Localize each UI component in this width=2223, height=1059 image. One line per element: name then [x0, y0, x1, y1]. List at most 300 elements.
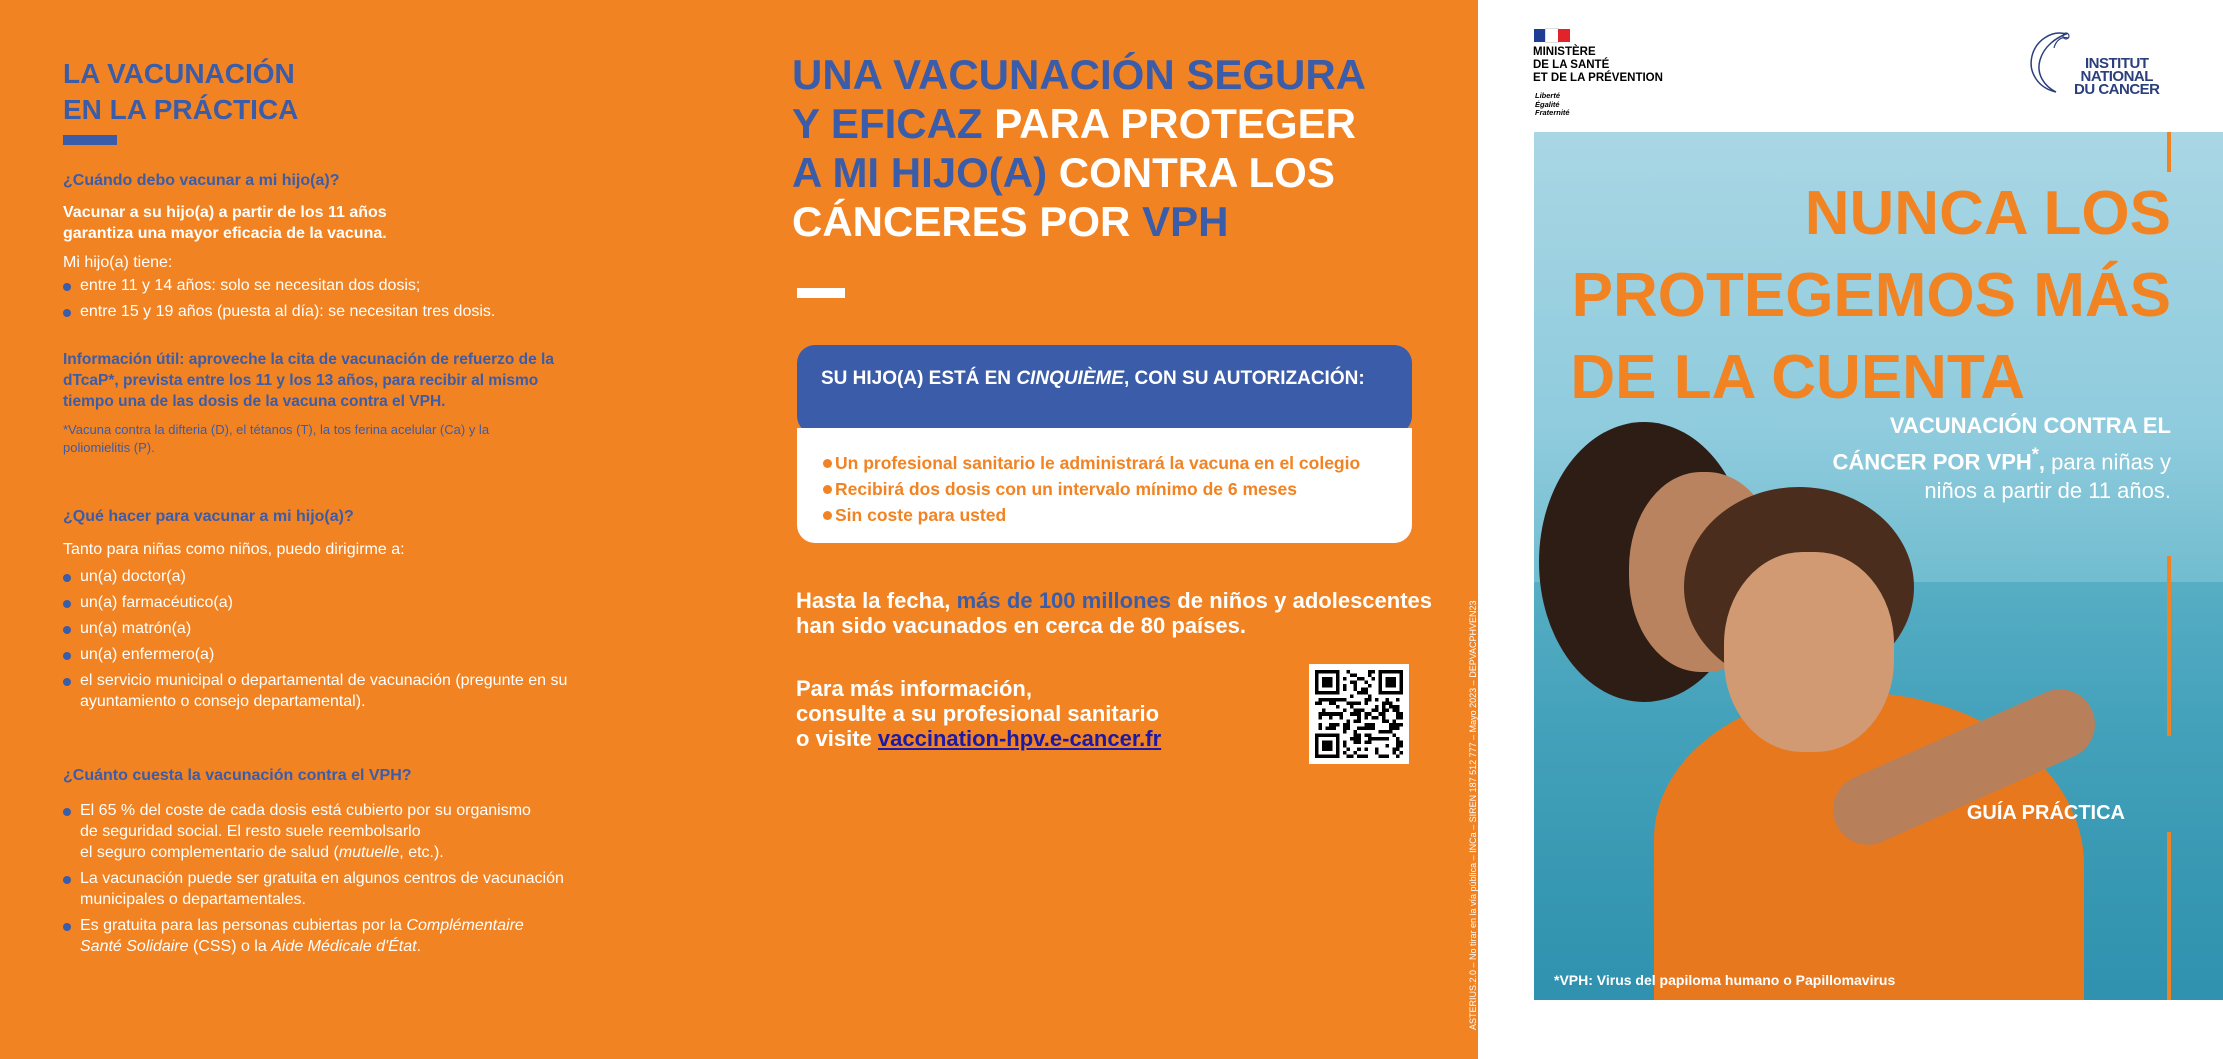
text-line: Vacunar a su hijo(a) a partir de los 11 años [63, 204, 387, 221]
stat-text: Hasta la fecha, [796, 588, 957, 613]
qr-module [1382, 709, 1386, 713]
qr-module [1375, 705, 1379, 709]
qr-module [1396, 709, 1400, 713]
qr-module [1392, 747, 1396, 751]
authorization-card-body [797, 428, 1412, 543]
qr-module [1319, 698, 1323, 702]
list-item [63, 915, 648, 957]
qr-module [1396, 747, 1400, 751]
qr-module [1399, 740, 1403, 744]
list-item [63, 670, 648, 712]
qr-module [1357, 740, 1361, 744]
qr-module [1357, 712, 1361, 716]
qr-module [1350, 702, 1354, 706]
motto-line: Liberté [1535, 91, 1561, 100]
qr-module [1336, 712, 1340, 716]
list-item-text: , etc.). [399, 844, 444, 861]
card-header-text: SU HIJO(A) ESTÁ EN [821, 368, 1017, 389]
useful-info [63, 349, 623, 412]
qr-module [1368, 684, 1372, 688]
qr-module [1315, 702, 1319, 706]
qr-module [1389, 726, 1393, 730]
qr-module [1347, 723, 1351, 727]
legal-vertical-text: ASTERIUS.2.0 – No tirar en la vía pública – INCa – SIREN 187 512 777 – Mayo 2023 – DEPVACPHVEN23 [1468, 600, 1478, 1030]
qr-module [1368, 695, 1372, 699]
qr-module [1368, 698, 1372, 702]
qr-module [1396, 705, 1400, 709]
qr-module [1361, 726, 1365, 730]
text-line: garantiza una mayor eficacia de la vacuna. [63, 225, 387, 242]
slogan-line: DE LA CUENTA [1570, 343, 2025, 412]
qr-module [1399, 751, 1403, 755]
qr-module [1350, 705, 1354, 709]
qr-module [1371, 723, 1375, 727]
italic-term: mutuelle [338, 844, 400, 861]
qr-module [1336, 723, 1340, 727]
qr-module [1399, 723, 1403, 727]
list-item [63, 592, 648, 613]
qr-module [1392, 733, 1396, 737]
list-item-text: entre 11 y 14 años: solo se necesitan dos dosis; [80, 277, 421, 294]
qr-module [1396, 698, 1400, 702]
qr-module [1347, 702, 1351, 706]
qr-module [1368, 712, 1372, 716]
qr-module [1354, 719, 1358, 723]
qr-module [1396, 740, 1400, 744]
qr-module [1368, 733, 1372, 737]
bullet-dot-icon [823, 459, 832, 468]
french-flag-icon [1534, 29, 1570, 42]
qr-module [1343, 677, 1347, 681]
qr-module [1347, 670, 1351, 674]
inca-line: DU CANCER [2074, 81, 2160, 98]
subtitle-bold: VACUNACIÓN CONTRA EL [1889, 413, 2171, 438]
answer-when-intro: Mi hijo(a) tiene: [63, 254, 173, 271]
qr-module [1364, 740, 1368, 744]
list-item-text: un(a) doctor(a) [80, 568, 186, 585]
middle-title-segment: UNA VACUNACIÓN SEGURA [792, 51, 1367, 98]
qr-module [1375, 709, 1379, 713]
middle-title-line [792, 197, 1366, 246]
list-item-text: Es gratuita para las personas cubiertas por la [80, 917, 407, 934]
qr-module [1347, 726, 1351, 730]
italic-term: Santé Solidaire [80, 938, 189, 955]
inca-emblem-icon [2022, 28, 2078, 98]
qr-module [1319, 716, 1323, 720]
qr-module [1357, 691, 1361, 695]
qr-module [1347, 754, 1351, 758]
qr-module [1322, 709, 1326, 713]
qr-module [1357, 702, 1361, 706]
qr-module [1378, 712, 1382, 716]
list-item [63, 566, 648, 587]
qr-module [1396, 744, 1400, 748]
qr-module [1368, 723, 1372, 727]
text-line: consulte a su profesional sanitario [796, 701, 1160, 726]
ministry-logo-text [1533, 46, 1663, 85]
qr-module [1357, 754, 1361, 758]
text-line: Para más información, [796, 676, 1032, 701]
qr-module [1357, 719, 1361, 723]
left-title [63, 56, 298, 128]
qr-module [1357, 726, 1361, 730]
qr-module [1364, 747, 1368, 751]
text-line: *Vacuna contra la difteria (D), el tétanos (T), la tos ferina acelular (Ca) y la [63, 422, 490, 437]
qr-module [1357, 716, 1361, 720]
authorization-card-header [797, 345, 1412, 434]
qr-module [1382, 705, 1386, 709]
qr-module [1354, 730, 1358, 734]
qr-module [1392, 719, 1396, 723]
qr-module [1329, 702, 1333, 706]
qr-module [1375, 716, 1379, 720]
flag-stripe [1534, 29, 1546, 42]
qr-module [1333, 698, 1337, 702]
qr-module [1364, 754, 1368, 758]
list-item-text: el seguro complementario de salud ( [80, 844, 339, 861]
qr-module [1385, 698, 1389, 702]
list-item-text: de seguridad social. El resto suele reembolsarlo [80, 823, 421, 840]
dose-list [63, 275, 648, 327]
vaccination-statistic [796, 588, 1432, 638]
qr-module [1396, 723, 1400, 727]
list-item [63, 800, 648, 863]
left-title-line: EN LA PRÁCTICA [63, 94, 299, 125]
qr-module [1378, 754, 1382, 758]
qr-module [1329, 698, 1333, 702]
slogan-line: NUNCA LOS [1804, 179, 2171, 248]
qr-module [1350, 754, 1354, 758]
subtitle-bold: CÁNCER POR VPH [1832, 449, 2032, 475]
motto-line: Égalité [1535, 99, 1560, 109]
qr-module [1350, 737, 1354, 741]
bullet-dot-icon [63, 626, 71, 634]
vph-footnote: *VPH: Virus del papiloma humano o Papillomavirus [1554, 972, 1896, 988]
qr-module [1371, 670, 1375, 674]
bullet-dot-icon [63, 876, 71, 884]
list-item-text: Recibirá dos dosis con un intervalo mínimo de 6 meses [835, 479, 1297, 499]
qr-module [1343, 684, 1347, 688]
qr-module [1354, 737, 1358, 741]
question-what-to-do: ¿Qué hacer para vacunar a mi hijo(a)? [63, 508, 354, 525]
stat-text: de niños y adolescentes han sido vacunados en cerca de 80 países. [796, 588, 1433, 638]
qr-module [1326, 712, 1330, 716]
qr-module [1399, 712, 1403, 716]
middle-title-segment: CÁNCERES POR [792, 198, 1143, 245]
qr-module [1396, 716, 1400, 720]
qr-module [1399, 744, 1403, 748]
qr-module [1357, 737, 1361, 741]
qr-module [1354, 733, 1358, 737]
text-line: Información útil: aproveche la cita de vacunación de refuerzo de la [63, 351, 554, 368]
qr-module [1357, 677, 1361, 681]
middle-title [792, 50, 1366, 246]
qr-module [1364, 723, 1368, 727]
qr-module [1350, 695, 1354, 699]
qr-module [1354, 740, 1358, 744]
qr-module [1343, 744, 1347, 748]
qr-module [1385, 719, 1389, 723]
middle-title-bar [797, 288, 845, 298]
card-header-text: , CON SU AUTORIZACIÓN: [1124, 368, 1365, 389]
qr-module [1329, 712, 1333, 716]
qr-module [1350, 712, 1354, 716]
accent-bar [2167, 556, 2171, 736]
website-link[interactable]: vaccination-hpv.e-cancer.fr [877, 726, 1162, 751]
qr-module [1354, 681, 1358, 685]
qr-module [1329, 726, 1333, 730]
qr-module [1378, 737, 1382, 741]
qr-module [1357, 733, 1361, 737]
list-item-text: un(a) matrón(a) [80, 620, 192, 637]
qr-module [1364, 681, 1368, 685]
ministry-line: MINISTÈRE [1533, 46, 1596, 58]
qr-module [1354, 688, 1358, 692]
qr-module [1371, 737, 1375, 741]
list-item-text: un(a) farmacéutico(a) [80, 594, 233, 611]
middle-title-segment: PARA PROTEGER [994, 100, 1356, 147]
middle-title-segment: A MI HIJO(A) [792, 149, 1059, 196]
bullet-dot-icon [63, 808, 71, 816]
qr-module [1340, 716, 1344, 720]
qr-module [1319, 712, 1323, 716]
qr-module [1392, 709, 1396, 713]
list-item-text: . [416, 938, 422, 955]
inca-line: NATIONAL [2080, 68, 2153, 85]
list-item [823, 450, 1386, 476]
qr-module [1361, 691, 1365, 695]
qr-module [1385, 754, 1389, 758]
qr-module [1343, 730, 1347, 734]
answer-intro: Tanto para niñas como niños, puedo dirigirme a: [63, 541, 405, 558]
qr-module [1354, 674, 1358, 678]
middle-title-segment: CONTRA LOS [1058, 149, 1335, 196]
qr-module [1368, 737, 1372, 741]
qr-module [1364, 698, 1368, 702]
qr-module [1396, 737, 1400, 741]
qr-module [1392, 705, 1396, 709]
qr-module [1375, 737, 1379, 741]
qr-module [1389, 702, 1393, 706]
list-item-text: un(a) enfermero(a) [80, 646, 215, 663]
provider-list [63, 566, 648, 717]
qr-module [1343, 740, 1347, 744]
qr-module [1375, 751, 1379, 755]
qr-module [1354, 751, 1358, 755]
slogan [1570, 173, 2171, 419]
qr-module [1329, 723, 1333, 727]
qr-module [1347, 719, 1351, 723]
qr-module [1333, 702, 1337, 706]
cost-list [63, 800, 648, 959]
stat-highlight: más de 100 millones [956, 588, 1172, 613]
authorization-list [823, 450, 1386, 528]
qr-module [1319, 702, 1323, 706]
qr-module [1357, 709, 1361, 713]
list-item [63, 301, 648, 322]
middle-title-line [792, 148, 1366, 197]
qr-module [1368, 726, 1372, 730]
bullet-dot-icon [823, 485, 832, 494]
qr-module [1326, 698, 1330, 702]
qr-module [1392, 723, 1396, 727]
qr-module [1354, 684, 1358, 688]
qr-module [1333, 712, 1337, 716]
qr-module [1319, 726, 1323, 730]
footnote-marker: * [2031, 444, 2039, 465]
ministry-line: ET DE LA PRÉVENTION [1533, 72, 1663, 84]
list-item-text: El 65 % del coste de cada dosis está cubierto por su organismo [80, 802, 531, 819]
visit-text: o visite [796, 726, 878, 751]
qr-module [1389, 723, 1393, 727]
qr-module [1382, 716, 1386, 720]
answer-when-bold [63, 202, 387, 244]
text-line [796, 726, 1316, 751]
list-item [63, 644, 648, 665]
qr-module [1364, 716, 1368, 720]
qr-module [1364, 733, 1368, 737]
qr-module [1354, 712, 1358, 716]
qr-module [1340, 698, 1344, 702]
bullet-dot-icon [63, 600, 71, 608]
footnote-dtcap [63, 421, 603, 457]
qr-module [1343, 751, 1347, 755]
republic-motto [1535, 92, 1570, 118]
qr-module [1368, 674, 1372, 678]
qr-module [1389, 705, 1393, 709]
qr-module [1382, 702, 1386, 706]
accent-bar [2167, 832, 2171, 1000]
qr-module [1382, 719, 1386, 723]
ministry-line: DE LA SANTÉ [1533, 59, 1610, 71]
middle-title-segment: Y EFICAZ [792, 100, 995, 147]
flag-stripe [1558, 29, 1570, 42]
qr-module [1343, 698, 1347, 702]
qr-module [1382, 737, 1386, 741]
qr-module [1333, 723, 1337, 727]
qr-module [1371, 677, 1375, 681]
left-title-line: LA VACUNACIÓN [63, 58, 295, 89]
bullet-dot-icon [63, 283, 71, 291]
qr-module [1385, 677, 1396, 688]
list-item-text: Sin coste para usted [835, 505, 1007, 525]
bullet-dot-icon [63, 923, 71, 931]
qr-module [1368, 740, 1372, 744]
subtitle-text: para niñas y [2045, 449, 2171, 475]
bullet-dot-icon [63, 678, 71, 686]
middle-title-line [792, 50, 1366, 99]
qr-module [1361, 709, 1365, 713]
italic-term: Complémentaire [406, 917, 524, 934]
qr-module [1361, 677, 1365, 681]
qr-module [1336, 698, 1340, 702]
qr-module [1385, 702, 1389, 706]
qr-module [1364, 712, 1368, 716]
qr-module [1396, 726, 1400, 730]
qr-module [1361, 688, 1365, 692]
inca-line: INSTITUT [2085, 55, 2149, 72]
list-item-text: el servicio municipal o departamental de vacunación (pregunte en su [80, 672, 568, 689]
photo-child-face [1724, 552, 1894, 752]
qr-module [1368, 670, 1372, 674]
more-info [796, 676, 1316, 751]
qr-module [1364, 726, 1368, 730]
qr-module [1347, 747, 1351, 751]
qr-module [1322, 712, 1326, 716]
qr-module [1350, 674, 1354, 678]
qr-module [1364, 688, 1368, 692]
qr-module [1322, 677, 1333, 688]
bullet-dot-icon [63, 309, 71, 317]
qr-module [1322, 698, 1326, 702]
qr-module [1385, 709, 1389, 713]
list-item-text: Un profesional sanitario le administrará la vacuna en el colegio [835, 453, 1361, 473]
list-item-text: (CSS) o la [188, 938, 272, 955]
title-underline-bar [63, 135, 117, 145]
list-item [823, 476, 1386, 502]
accent-bar [2167, 132, 2171, 172]
qr-module [1382, 712, 1386, 716]
qr-module [1354, 702, 1358, 706]
qr-module [1364, 691, 1368, 695]
middle-title-segment: VPH [1142, 198, 1229, 245]
list-item [63, 868, 648, 910]
slogan-line: PROTEGEMOS MÁS [1571, 261, 2171, 330]
qr-module [1375, 698, 1379, 702]
qr-module [1371, 726, 1375, 730]
flag-stripe [1546, 29, 1558, 42]
qr-module [1354, 709, 1358, 713]
qr-module [1322, 740, 1333, 751]
qr-module [1385, 744, 1389, 748]
qr-module [1375, 747, 1379, 751]
qr-module [1396, 712, 1400, 716]
text-line: dTcaP*, prevista entre los 11 y los 13 años, para recibir al mismo [63, 372, 539, 389]
qr-module [1371, 716, 1375, 720]
qr-module [1382, 754, 1386, 758]
qr-module [1343, 688, 1347, 692]
qr-module [1382, 730, 1386, 734]
card-header-italic: CINQUIÈME [1016, 368, 1124, 389]
motto-line: Fraternité [1535, 108, 1570, 117]
qr-code-icon[interactable] [1309, 664, 1409, 764]
qr-module [1385, 737, 1389, 741]
qr-module [1319, 723, 1323, 727]
subtitle-bold: , [2038, 449, 2046, 475]
qr-module [1361, 754, 1365, 758]
bullet-dot-icon [823, 511, 832, 520]
list-item-text: municipales o departamentales. [80, 891, 306, 908]
qr-module [1340, 712, 1344, 716]
qr-module [1392, 726, 1396, 730]
list-item-text: ayuntamiento o consejo departamental). [80, 693, 366, 710]
qr-module [1326, 726, 1330, 730]
qr-module [1350, 681, 1354, 685]
italic-term: Aide Médicale d'État [271, 938, 417, 955]
qr-module [1371, 709, 1375, 713]
qr-module [1336, 705, 1340, 709]
bullet-dot-icon [63, 574, 71, 582]
campaign-subtitle [1751, 411, 2171, 505]
qr-module [1392, 751, 1396, 755]
list-item [63, 618, 648, 639]
qr-module [1364, 702, 1368, 706]
qr-module [1378, 730, 1382, 734]
practical-guide-label: GUÍA PRÁCTICA [1966, 802, 2125, 824]
list-item-text: La vacunación puede ser gratuita en algunos centros de vacunación [80, 870, 564, 887]
bullet-dot-icon [63, 652, 71, 660]
list-item [823, 502, 1386, 528]
